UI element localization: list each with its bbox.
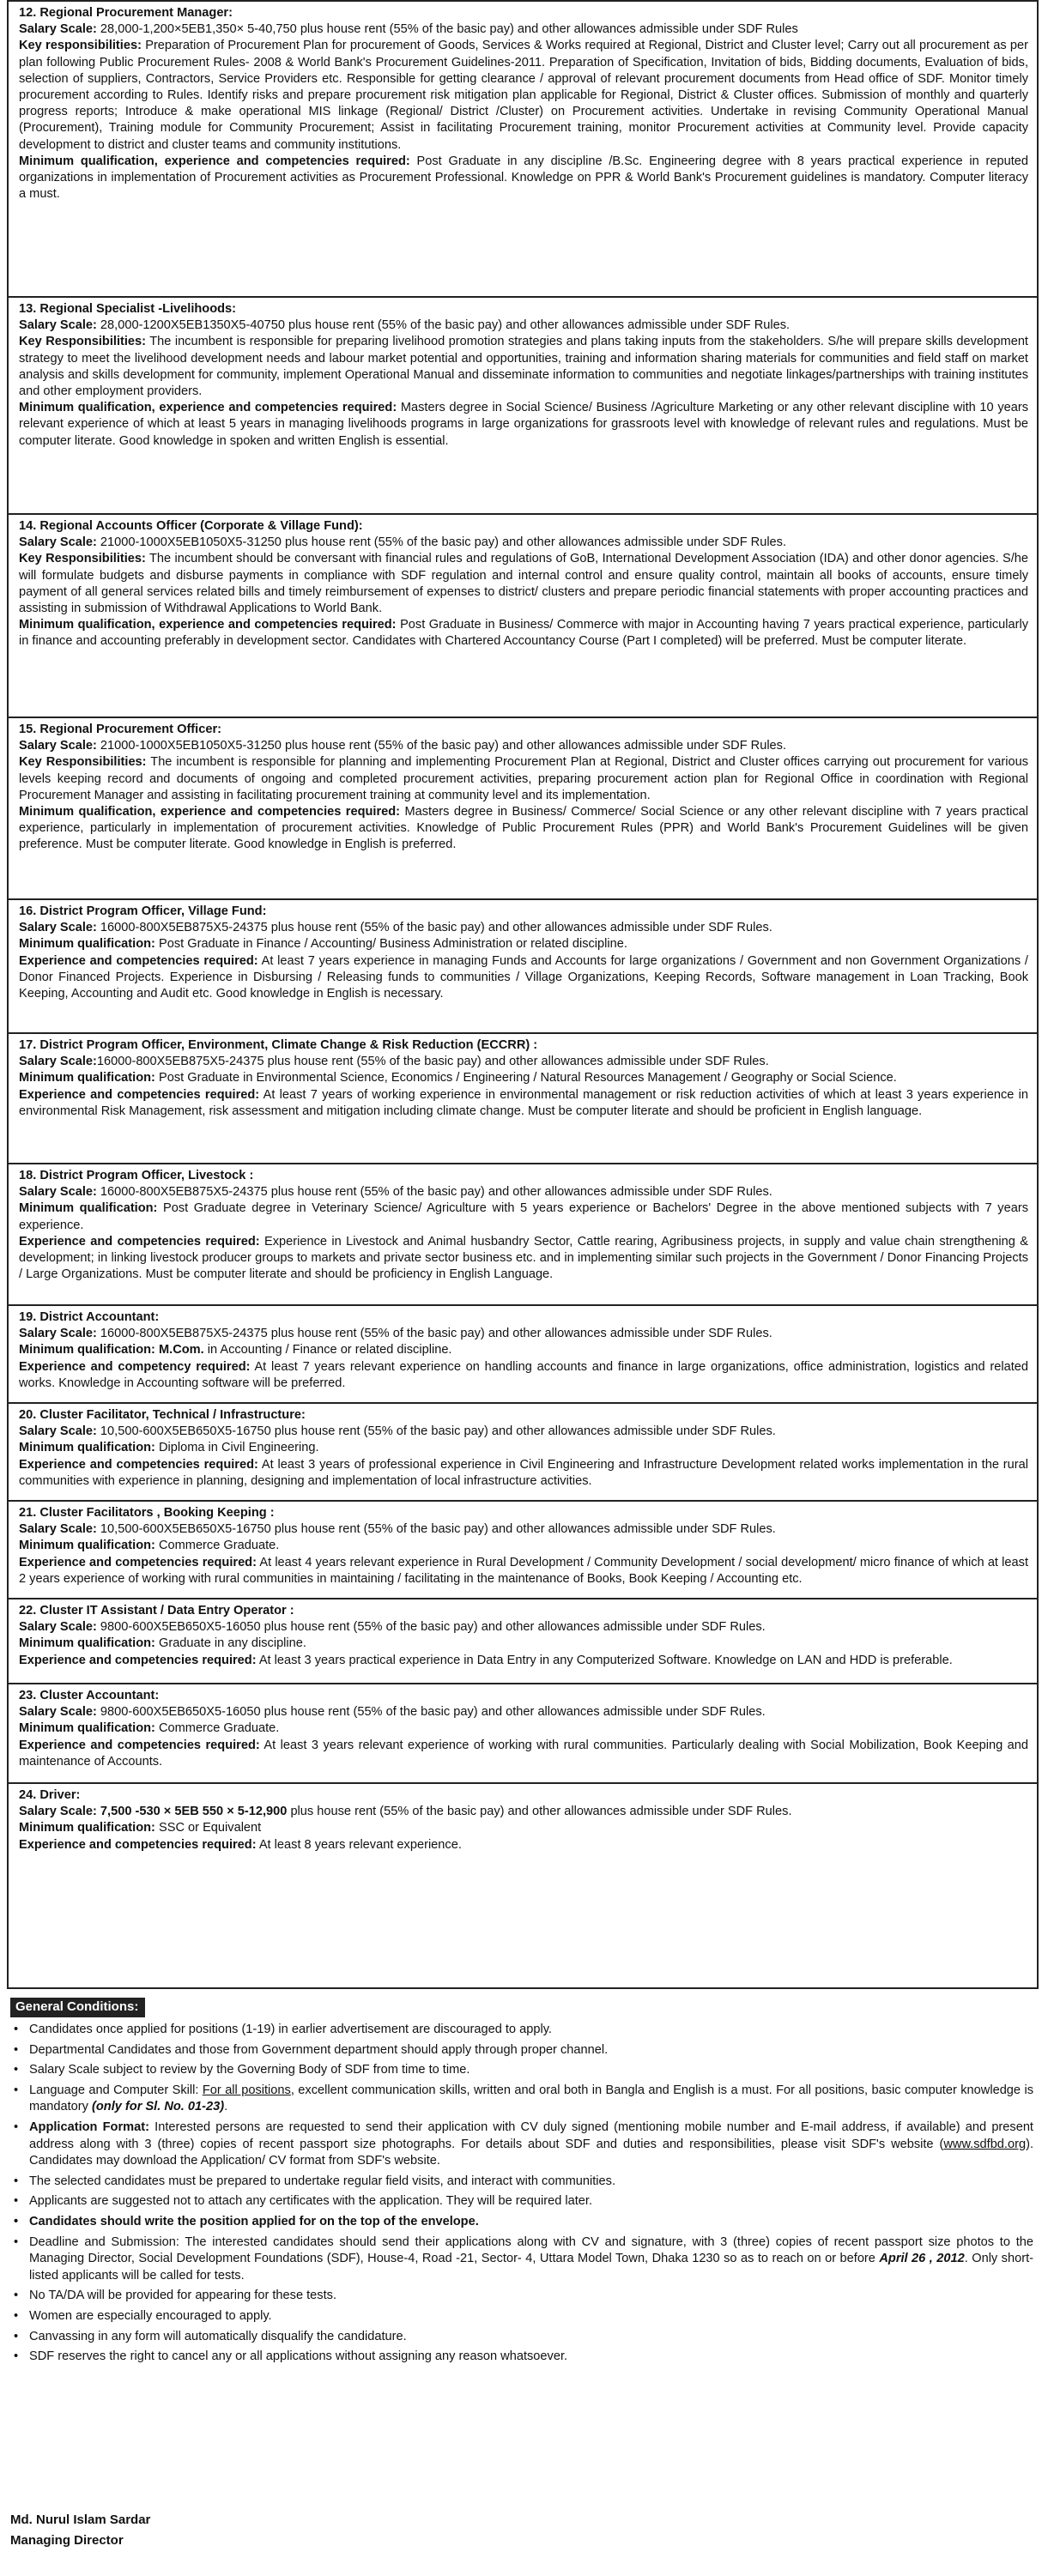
condition-item: • SDF reserves the right to cancel any or all applications without assigning any reason whatsoever. [10, 2349, 1033, 2366]
qualification-degree: M.Com. [154, 1343, 204, 1358]
salary-label: Salary Scale: [19, 1185, 97, 1200]
signatory-designation: Managing Director [10, 2533, 124, 2548]
salary-scale: 28,000-1200X5EB1350X5-40750 plus house rent (55% of the basic pay) and other allowances admissible under SDF Rules. [96, 318, 791, 333]
position-13 [9, 296, 1037, 513]
position-22 [9, 1598, 1037, 1683]
condition-text: Interested persons are requested to send their application with CV duly signed (mentioning mobile number and E-mail address, if available) and present address along with 3 (three) copies of recent passport size photographs. For details about SDF and duties and responsibilities, please visit SDF's website ( [29, 2119, 1033, 2151]
salary-scale: 9800-600X5EB650X5-16050 plus house rent (55% of the basic pay) and other allowances admissible under SDF Rules. [96, 1620, 766, 1635]
qualification-text: Post Graduate in Environmental Science, Economics / Engineering / Natural Resources Management / Geography or Social Science. [154, 1071, 897, 1085]
salary-scale: 9800-600X5EB650X5-16050 plus house rent (55% of the basic pay) and other allowances admissible under SDF Rules. [96, 1705, 766, 1720]
salary-scale: 10,500-600X5EB650X5-16750 plus house rent (55% of the basic pay) and other allowances admissible under SDF Rules. [96, 1522, 776, 1537]
experience-label: Experience and competencies required: [19, 1234, 260, 1249]
responsibilities-label: Key Responsibilities: [19, 755, 147, 770]
position-24 [9, 1782, 1037, 1987]
salary-scale: 28,000-1,200×5EB1,350× 5-40,750 plus house rent (55% of the basic pay) and other allowances admissible under SDF Rules [96, 22, 798, 37]
position-title: 24. Driver: [19, 1788, 81, 1802]
responsibilities-label: Key Responsibilities: [19, 335, 147, 349]
salary-label: Salary Scale: [19, 22, 97, 37]
experience-label: Experience and competencies required: [19, 953, 258, 968]
salary-label: Salary Scale: [19, 535, 97, 550]
qualification-text: Post Graduate in any discipline /B.Sc. Engineering degree with 8 years practical experience in reputed organizations in implementation of Procurement activities as Procurement Professional. Knowledge on PPR & World Bank's Procurement guidelines is mandatory. Computer literacy a must. [19, 154, 1028, 202]
salary-scale: 16000-800X5EB875X5-24375 plus house rent (55% of the basic pay) and other allowances admissible under SDF Rules. [96, 1185, 772, 1200]
salary-scale: plus house rent (55% of the basic pay) and other allowances admissible under SDF Rules. [287, 1805, 792, 1819]
salary-label: Salary Scale: [19, 921, 97, 935]
experience-text: At least 3 years of professional experience in Civil Engineering and Infrastructure Development related works implementation in the rural communities with experience in planning, designing and implementation of local infrastructure activities. [19, 1457, 1028, 1488]
salary-label: Salary Scale: [19, 1424, 97, 1439]
responsibilities-text: The incumbent is responsible for planning and implementing Procurement Plan at Regional, District and Cluster offices carrying out procurement for various levels keeping record and documents of ongoing and completed procurement activities, preparing procurement action plan for Regional Office in coordination with Regional Procurement Manager and assisting in facilitating procurement training at community level and its implementation. [19, 755, 1028, 802]
condition-item: • No TA/DA will be provided for appearing for these tests. [10, 2288, 1033, 2305]
position-19 [9, 1304, 1037, 1402]
responsibilities-label: Key Responsibilities: [19, 552, 146, 566]
general-conditions-heading: General Conditions: [10, 1998, 145, 2017]
experience-label: Experience and competencies required: [19, 1653, 257, 1667]
salary-label: Salary Scale: [19, 1327, 97, 1341]
qualification-text: Diploma in Civil Engineering. [154, 1441, 319, 1455]
position-title: 19. District Accountant: [19, 1310, 160, 1324]
qualification-label: Minimum qualification: [19, 1071, 155, 1085]
condition-text: ). Candidates may download the Application/ CV format from SDF's website. [29, 2137, 1033, 2168]
salary-scale: 16000-800X5EB875X5-24375 plus house rent (55% of the basic pay) and other allowances admissible under SDF Rules. [96, 1055, 769, 1069]
qualification-label: Minimum qualification, experience and competencies required: [19, 154, 410, 168]
condition-item: • Women are especially encouraged to apply. [10, 2308, 1033, 2325]
qualification-label: Minimum qualification: [19, 937, 155, 952]
experience-text: Experience in Livestock and Animal husbandry Sector, Cattle rearing, Agribusiness projects, in supply and value chain strengthening & development; in linking livestock producer groups to markets and private sector business etc. and in implementing similar such projects in the Government / Donor Financing Projects / Large Organizations. Must be computer literate and should be proficiency in English Language. [19, 1234, 1028, 1282]
experience-text: At least 7 years experience in managing Funds and Accounts for large organizations / Government and non Government Organizations / Donor Financed Projects. Experience in Disbursing / Releasing funds to communities / Village Organizations, Keeping Records, Software management in Loan Tracking, Book Keeping, Accounting and Audit etc. Good knowledge in English is necessary. [19, 953, 1028, 1001]
salary-label: Salary Scale: [19, 1055, 97, 1069]
condition-text: . Only short-listed applicants will be called for tests. [29, 2252, 1033, 2283]
position-21 [9, 1500, 1037, 1598]
qualification-text: Masters degree in Business/ Commerce/ Social Science or any other relevant discipline with 7 years practical experience, particularly in implementation of procurement activities. Knowledge of Public Procurement Rules (PPR) and World Bank's Procurement Guidelines will be given preference. Must be computer literate. Good knowledge in English is preferred. [19, 805, 1028, 852]
experience-label: Experience and competencies required: [19, 1555, 257, 1569]
salary-scale-figures: 7,500 -530 × 5EB 550 × 5-12,900 [96, 1805, 288, 1819]
signature-block [10, 2510, 150, 2551]
position-title: 16. District Program Officer, Village Fund: [19, 904, 267, 918]
condition-item: • Candidates once applied for positions (1-19) in earlier advertisement are discouraged to apply. [10, 2022, 1033, 2039]
experience-label: Experience and competencies required: [19, 1457, 258, 1472]
experience-text: At least 8 years relevant experience. [256, 1837, 462, 1852]
qualification-label: Minimum qualification: [19, 1721, 155, 1736]
qualification-label: Minimum qualification, experience and competencies required: [19, 401, 397, 415]
salary-label: Salary Scale: [19, 1705, 97, 1720]
condition-text: . [224, 2100, 228, 2114]
qualification-label: Minimum qualification, experience and competencies required: [19, 618, 397, 632]
position-title: 15. Regional Procurement Officer: [19, 723, 221, 736]
qualification-text: Graduate in any discipline. [154, 1636, 306, 1651]
experience-label: Experience and competencies required: [19, 1087, 260, 1102]
qualification-text: Post Graduate in Business/ Commerce with major in Accounting having 7 years practical experience, particularly in finance and accounting preferably in development sector. Candidates with Chartered Accountancy Course (Part I completed) will be preferred. Must be computer literate. [19, 618, 1029, 649]
condition-item: • Departmental Candidates and those from Government department should apply through proper channel. [10, 2042, 1033, 2059]
salary-scale: 16000-800X5EB875X5-24375 plus house rent (55% of the basic pay) and other allowances admissible under SDF Rules. [96, 921, 772, 935]
salary-label: Salary Scale: [19, 1805, 97, 1819]
condition-text: , excellent communication skills, written and oral both in Bangla and English is a must. For all positions, basic computer knowledge is mandatory [29, 2083, 1034, 2114]
salary-label: Salary Scale: [19, 739, 97, 753]
condition-item-envelope: • Candidates should write the position applied for on the top of the envelope. [10, 2214, 1033, 2231]
salary-scale: 10,500-600X5EB650X5-16750 plus house rent (55% of the basic pay) and other allowances admissible under SDF Rules. [96, 1424, 776, 1439]
signatory-name: Md. Nurul Islam Sardar [10, 2513, 151, 2527]
experience-label: Experience and competencies required: [19, 1738, 260, 1752]
experience-text: At least 7 years relevant experience on handling accounts and finance in large organizations, office administration, logistics and related works. Knowledge in Accounting software will be preferred. [19, 1359, 1029, 1390]
qualification-label: Minimum qualification: [19, 1821, 155, 1835]
experience-label: Experience and competencies required: [19, 1837, 257, 1852]
condition-item: • Salary Scale subject to review by the Governing Body of SDF from time to time. [10, 2062, 1033, 2079]
condition-text: Deadline and Submission: The interested candidates should send their applications along with CV and signature, with 3 (three) copies of recent passport size photos to the Managing Director, Social Development Foundations (SDF), House-4, Road -21, Sector- 4, Uttara Model Town, Dhaka 1230 so as to reach on or before [29, 2234, 1033, 2266]
qualification-label: Minimum qualification: [19, 1636, 155, 1651]
salary-label: Salary Scale: [19, 318, 97, 333]
position-title: 22. Cluster IT Assistant / Data Entry Operator : [19, 1604, 294, 1618]
condition-item: • Canvassing in any form will automatically disqualify the candidature. [10, 2329, 1033, 2346]
experience-text: At least 7 years of working experience in environmental management or risk reduction activities of which at least 3 years experience in environmental Risk Management, risk assessment and mitigation including climate change. Must be computer literate and should be proficient in English language. [19, 1087, 1028, 1118]
qualification-text: Masters degree in Social Science/ Business /Agriculture Marketing or any other relevant discipline with 10 years relevant experience of which at least 5 years in managing livelihoods programs in large organizations for grassroots level with knowledge of relevant rules and regulations. Must be computer literate. Good knowledge in spoken and written English is essential. [19, 401, 1029, 448]
position-12 [9, 0, 1037, 296]
website-link[interactable]: www.sdfbd.org [943, 2137, 1027, 2151]
position-15 [9, 717, 1037, 898]
qualification-label: Minimum qualification: [19, 1343, 155, 1358]
position-16 [9, 898, 1037, 1032]
condition-underlined: For all positions [202, 2083, 291, 2097]
position-17 [9, 1032, 1037, 1163]
qualification-text: Post Graduate in Finance / Accounting/ Business Administration or related discipline. [154, 937, 627, 952]
experience-text: At least 3 years practical experience in Data Entry in any Computerized Software. Knowledge on LAN and HDD is preferable. [256, 1653, 953, 1667]
condition-item-application-format [10, 2119, 1033, 2170]
salary-label: Salary Scale: [19, 1620, 97, 1635]
position-title: 18. District Program Officer, Livestock : [19, 1169, 254, 1182]
position-23 [9, 1683, 1037, 1782]
condition-text: Language and Computer Skill: [29, 2083, 203, 2097]
qualification-text: Commerce Graduate. [154, 1539, 280, 1553]
salary-scale: 21000-1000X5EB1050X5-31250 plus house rent (55% of the basic pay) and other allowances admissible under SDF Rules. [96, 535, 787, 550]
qualification-text: Commerce Graduate. [154, 1721, 280, 1736]
salary-scale: 16000-800X5EB875X5-24375 plus house rent (55% of the basic pay) and other allowances admissible under SDF Rules. [96, 1327, 772, 1341]
positions-table [7, 0, 1039, 1989]
experience-text: At least 4 years relevant experience in Rural Development / Community Development / social development/ micro finance of which at least 2 years experience of working with rural communities in maintaining / facilitating in the maintenance of Books, Book Keeping / Accounting etc. [19, 1555, 1029, 1586]
position-title: 20. Cluster Facilitator, Technical / Infrastructure: [19, 1408, 306, 1422]
position-18 [9, 1163, 1037, 1304]
general-conditions-list [10, 2022, 1033, 2369]
position-title: 17. District Program Officer, Environment, Climate Change & Risk Reduction (ECCRR) : [19, 1038, 538, 1052]
salary-label: Salary Scale: [19, 1522, 97, 1537]
condition-item: • The selected candidates must be prepared to undertake regular field visits, and interact with communities. [10, 2174, 1033, 2191]
qualification-text: Post Graduate degree in Veterinary Science/ Agriculture with 5 years experience or Bachelors' Degree in the above mentioned subjects with 7 years experience. [19, 1201, 1028, 1232]
experience-text: At least 3 years relevant experience of working with rural communities. Particularly dealing with Social Mobilization, Book Keeping and maintenance of Accounts. [19, 1738, 1028, 1769]
condition-item-language [10, 2083, 1033, 2116]
condition-emphasis: (only for Sl. No. 01-23) [92, 2100, 225, 2114]
qualification-text: in Accounting / Finance or related discipline. [203, 1343, 452, 1358]
condition-item: • Applicants are suggested not to attach any certificates with the application. They will be required later. [10, 2193, 1033, 2210]
condition-item-deadline [10, 2234, 1033, 2285]
responsibilities-text: The incumbent should be conversant with financial rules and regulations of GoB, International Development Association (IDA) and other donor agencies. S/he will formulate budgets and disburse payments in compliance with SDF regulation and internal control and ensure quality control, maintain all books of accounts, ensure timely payment of all general services related bills and timely reimbursement of expenses to district/ clusters and prepare periodic financial statements with proper accounting practices and assisting in submission of Withdrawal Applications to World Bank. [19, 552, 1028, 616]
qualification-label: Minimum qualification: [19, 1539, 155, 1553]
qualification-text: SSC or Equivalent [154, 1821, 262, 1835]
condition-label: Application Format: [29, 2119, 149, 2134]
responsibilities-label: Key responsibilities: [19, 39, 142, 53]
qualification-label: Minimum qualification: [19, 1441, 155, 1455]
position-20 [9, 1402, 1037, 1500]
experience-label: Experience and competency required: [19, 1359, 251, 1374]
responsibilities-text: The incumbent is responsible for preparing livelihood promotion strategies and plans taking inputs from the stakeholders. S/he will prepare skills development strategy to meet the livelihood development needs and labour market potential and opportunities, training and information sharing materials for communities and field staff on market analysis and skills development for community, implement Operational Manual and disseminate information to communities and negotiate linkages/partnerships with training institutes and other employment providers. [19, 335, 1028, 399]
qualification-label: Minimum qualification, experience and competencies required: [19, 805, 401, 819]
position-title: 21. Cluster Facilitators , Booking Keeping : [19, 1506, 275, 1520]
deadline-date: April 26 , 2012 [879, 2252, 965, 2266]
position-title: 13. Regional Specialist -Livelihoods: [19, 302, 237, 316]
responsibilities-text: Preparation of Procurement Plan for procurement of Goods, Services & Works required at Regional, District and Cluster level; Carry out all procurement as per plan following Public Procurement Rules- 2008 & World Bank's Procurement Guidelines-2011. Preparation of Specification, Invitation of bids, Bidding documents, Evaluation of bids, selection of suppliers, Contractors, Service Providers etc. Responsible for getting clearance / approval of relevant procurement documents from Head office of SDF. Monitor timely procurement according to Rules. Identify risks and prepare procurement risk mitigation plan applicable for Regional, District & Cluster offices. Submission of monthly and quarterly progress reports; Introduce & make operational MIS linkage (Regional/ District /Cluster) on Procurement activities. Undertake in revising Community Operational Manual (Procurement), Training module for Community Procurement; Assist in facilitating Procurement training, monitor Procurement activities at Community level. Provide capacity development to district and cluster teams and community institutions. [19, 39, 1029, 152]
position-title: 14. Regional Accounts Officer (Corporate & Village Fund): [19, 519, 363, 533]
salary-scale: 21000-1000X5EB1050X5-31250 plus house rent (55% of the basic pay) and other allowances admissible under SDF Rules. [96, 739, 787, 753]
position-title: 23. Cluster Accountant: [19, 1689, 160, 1702]
position-14 [9, 513, 1037, 717]
qualification-label: Minimum qualification: [19, 1201, 158, 1216]
position-title: 12. Regional Procurement Manager: [19, 6, 233, 20]
